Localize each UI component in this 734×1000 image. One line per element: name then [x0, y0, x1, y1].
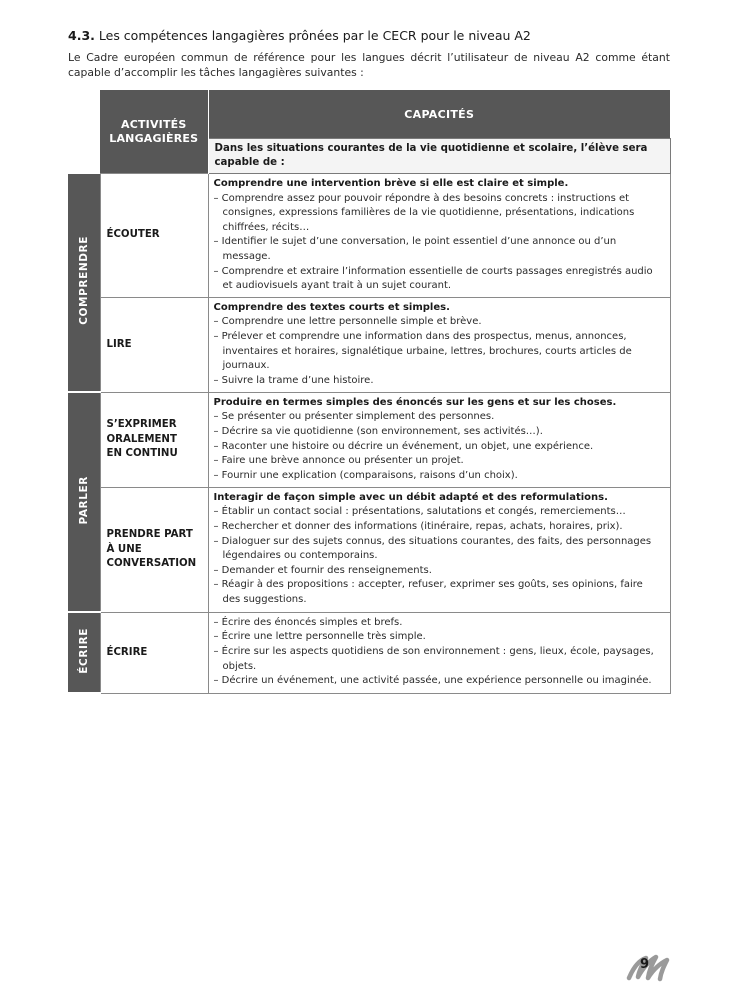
- list-item: – Prélever et comprendre une information dans des prospectus, menus, annonces, inventaires et horaires, signalétique urbaine, lettres, brochures, courts articles de journaux.: [213, 330, 632, 372]
- list-item: – Comprendre assez pour pouvoir répondre à des besoins concrets : instructions et consignes, expressions familières de la vie quotidienne, présentations, indications chiffrées, récits…: [213, 192, 635, 233]
- table-row: [68, 392, 670, 487]
- capacites-subheader: Dans les situations courantes de la vie quotidienne et scolaire, l’élève sera capable de :: [208, 139, 670, 174]
- list-item: – Réagir à des propositions : accepter, refuser, exprimer ses goûts, ses opinions, faire des suggestions.: [213, 579, 643, 605]
- list-item: – Écrire sur les aspects quotidiens de son environnement : gens, lieux, école, paysages, objets.: [213, 645, 654, 672]
- capacity-heading: Produire en termes simples des énoncés sur les gens et sur les choses.: [213, 396, 617, 408]
- list-item: – Comprendre et extraire l’information essentielle de courts passages enregistrés audio et audiovisuels ayant trait à un sujet courant.: [213, 265, 653, 292]
- list-item: – Raconter une histoire ou décrire un événement, un objet, une expérience.: [213, 440, 594, 452]
- list-item: – Écrire des énoncés simples et brefs.: [213, 616, 403, 628]
- table-row: [68, 487, 670, 612]
- activities-column-header: [100, 90, 208, 174]
- table-row: [68, 612, 670, 693]
- list-item: – Demander et fournir des renseignements.: [213, 564, 432, 576]
- list-item: – Dialoguer sur des sujets connus, des situations courantes, des faits, des personnages légendaires ou contemporains.: [213, 535, 652, 562]
- list-item: – Écrire une lettre personnelle très simple.: [213, 631, 426, 643]
- activity-ecrire: ÉCRIRE: [100, 612, 208, 693]
- list-item: – Décrire sa vie quotidienne (son environnement, ses activités…).: [213, 425, 543, 437]
- capacity-ecouter: [208, 174, 670, 298]
- activities-header-line: ACTIVITÉS: [120, 117, 187, 131]
- capacites-column-header: CAPACITÉS: [208, 90, 670, 139]
- list-item: – Rechercher et donner des informations (itinéraire, repas, achats, horaires, prix).: [213, 520, 623, 532]
- list-item: – Fournir une explication (comparaisons, raisons d’un choix).: [213, 469, 518, 481]
- competences-table: [68, 90, 671, 694]
- group-label-parler: PARLER: [68, 392, 100, 612]
- group-label-comprendre: COMPRENDRE: [68, 174, 100, 393]
- list-item: – Identifier le sujet d’une conversation, le point essentiel d’une annonce ou d’un message.: [213, 236, 617, 262]
- list-item: – Se présenter ou présenter simplement des personnes.: [213, 411, 495, 423]
- page-number: 9: [640, 957, 650, 972]
- activity-sexprimer-oralement: S’EXPRIMER ORALEMENT EN CONTINU: [100, 392, 208, 487]
- capacity-lire: [208, 297, 670, 392]
- list-item: – Faire une brève annonce ou présenter un projet.: [213, 455, 464, 467]
- capacity-ecrire: [208, 612, 670, 693]
- list-item: – Décrire un événement, une activité passée, une expérience personnelle ou imaginée.: [213, 675, 652, 687]
- table-row: [68, 297, 670, 392]
- list-item: – Établir un contact social : présentations, salutations et congés, remerciements…: [213, 506, 626, 518]
- page-number-badge: [626, 952, 670, 984]
- list-item: – Suivre la trame d’une histoire.: [213, 374, 374, 386]
- capacity-prendre-part: [208, 487, 670, 612]
- activity-prendre-part: PRENDRE PART À UNE CONVERSATION: [100, 487, 208, 612]
- capacity-sexprimer-oralement: [208, 392, 670, 487]
- activity-lire: LIRE: [100, 297, 208, 392]
- capacity-heading: Comprendre une intervention brève si elle est claire et simple.: [213, 178, 569, 189]
- section-heading: [68, 28, 678, 44]
- capacity-heading: Comprendre des textes courts et simples.: [213, 301, 450, 313]
- intro-paragraph: Le Cadre européen commun de référence pour les langues décrit l’utilisateur de niveau A2 comme étant capable d’accomplir les tâches langagières suivantes :: [68, 51, 670, 79]
- activity-ecouter: ÉCOUTER: [100, 174, 208, 298]
- list-item: – Comprendre une lettre personnelle simple et brève.: [213, 316, 482, 328]
- table-corner: [68, 90, 100, 174]
- group-label-ecrire: ÉCRIRE: [68, 612, 100, 693]
- section-title: Les compétences langagières prônées par le CECR pour le niveau A2: [98, 28, 531, 43]
- section-number: 4.3.: [68, 28, 95, 43]
- activities-header-line: LANGAGIÈRES: [109, 131, 199, 145]
- capacity-heading: Interagir de façon simple avec un débit adapté et des reformulations.: [213, 491, 608, 503]
- table-row: [68, 174, 670, 298]
